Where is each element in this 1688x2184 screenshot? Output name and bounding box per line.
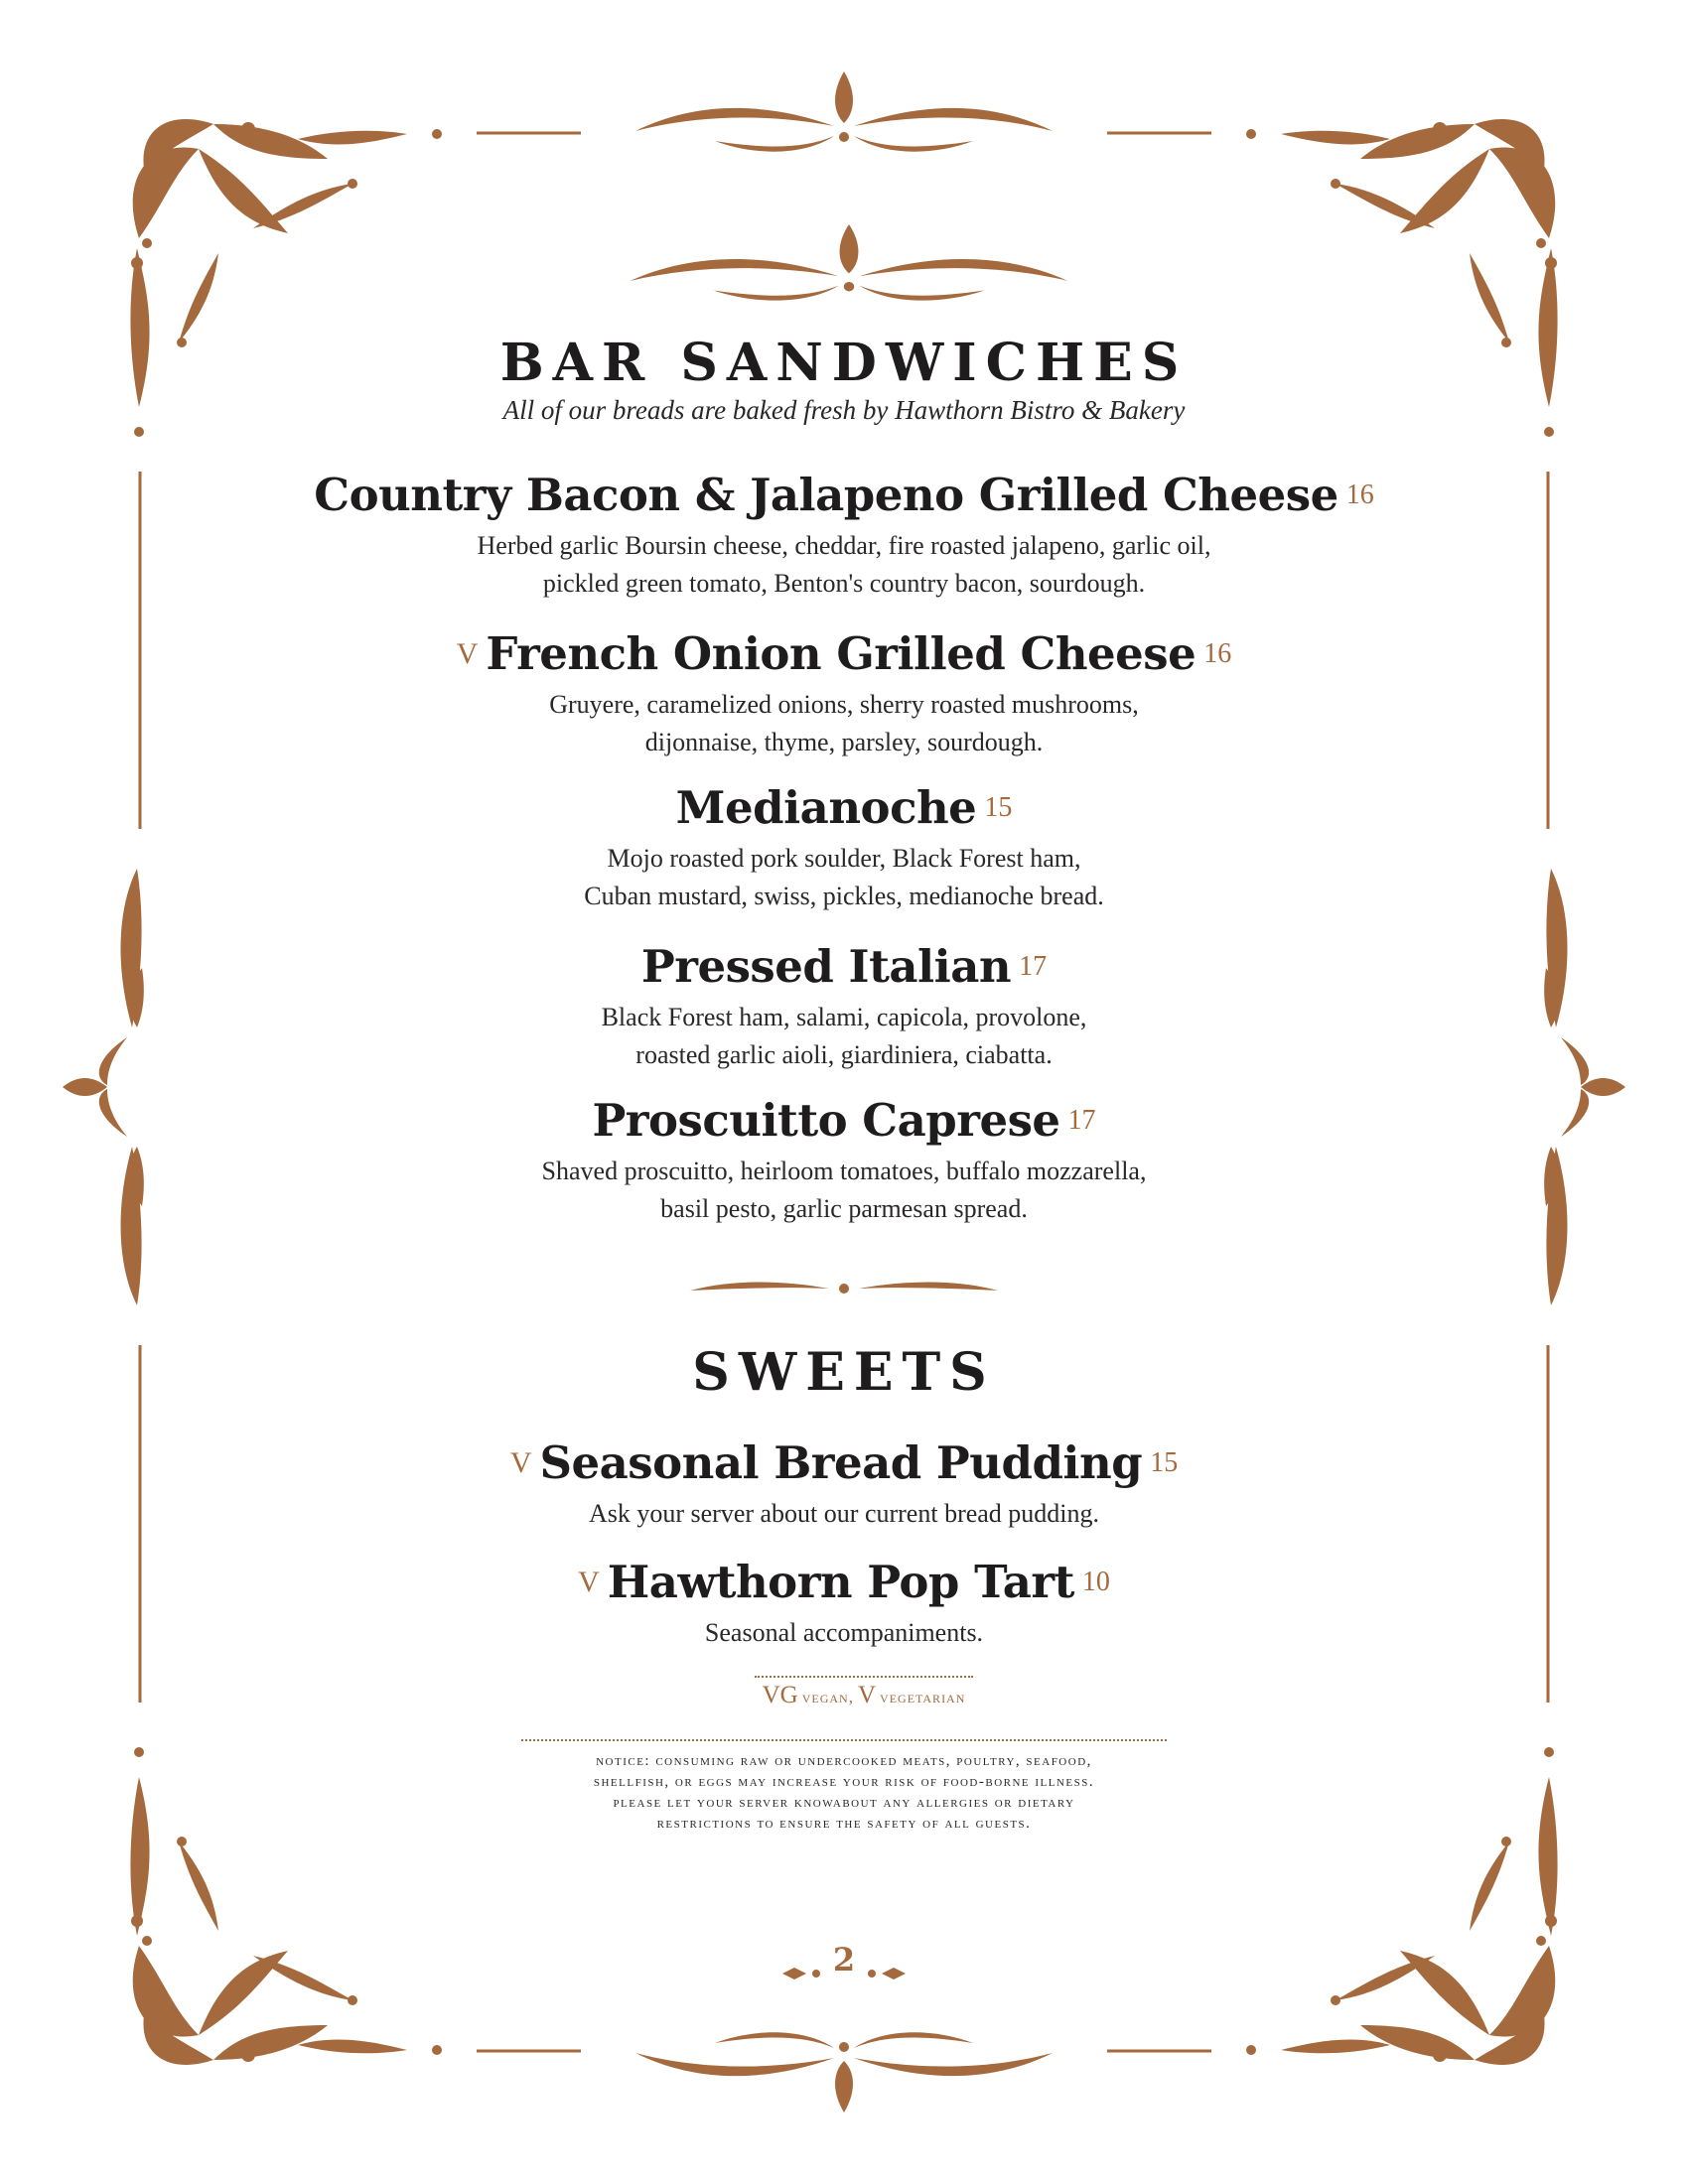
item-description-line: basil pesto, garlic parmesan spread. bbox=[660, 1194, 1028, 1223]
page-number: 2 bbox=[832, 1941, 856, 1979]
item-name: Medianoche bbox=[675, 781, 977, 834]
notice-line: restrictions to ensure the safety of all guests. bbox=[656, 1816, 1032, 1832]
item-description-line: Gruyere, caramelized onions, sherry roasted mushrooms, bbox=[549, 690, 1139, 719]
diet-legend bbox=[755, 1676, 973, 1709]
bottom-swag-ornament bbox=[635, 2032, 1053, 2113]
item-description-line: roasted garlic aioli, giardiniera, ciabatta. bbox=[635, 1040, 1053, 1069]
left-side-ornament bbox=[63, 869, 144, 1305]
item-description-line: pickled green tomato, Benton's country bacon, sourdough. bbox=[542, 569, 1146, 598]
menu-item bbox=[248, 627, 1440, 761]
item-description bbox=[248, 999, 1440, 1074]
menu-item bbox=[248, 940, 1440, 1074]
menu-item bbox=[248, 1436, 1440, 1533]
item-name: Seasonal Bread Pudding bbox=[539, 1436, 1143, 1489]
legend-vg-mark: VG bbox=[762, 1682, 798, 1708]
notice-line: shellfish, or eggs may increase your risk of food-borne illness. bbox=[593, 1774, 1095, 1790]
item-description bbox=[248, 1495, 1440, 1533]
corner-ornament-bottom-right bbox=[1246, 1747, 1558, 2065]
legend-v-mark: V bbox=[857, 1682, 877, 1708]
item-description-line: Ask your server about our current bread pudding. bbox=[588, 1499, 1100, 1528]
vegetarian-mark: V bbox=[456, 636, 479, 670]
section-title-sandwiches: BAR SANDWICHES bbox=[499, 333, 1189, 393]
headline-ornament bbox=[631, 224, 1068, 301]
item-description bbox=[248, 1153, 1440, 1228]
section-subtitle: All of our breads are baked fresh by Hawthorn Bistro & Bakery bbox=[502, 395, 1186, 425]
vegetarian-mark: V bbox=[578, 1565, 600, 1598]
item-description bbox=[248, 686, 1440, 761]
item-description-line: Black Forest ham, salami, capicola, provolone, bbox=[601, 1003, 1087, 1031]
item-name: Pressed Italian bbox=[640, 940, 1012, 993]
right-side-ornament bbox=[1544, 869, 1625, 1305]
item-name: Proscuitto Caprese bbox=[592, 1094, 1060, 1147]
item-description-line: Mojo roasted pork soulder, Black Forest ham, bbox=[607, 844, 1081, 873]
item-price: 16 bbox=[1203, 637, 1232, 669]
corner-ornament-bottom-left bbox=[130, 1747, 442, 2065]
food-safety-notice bbox=[521, 1739, 1167, 1835]
item-description-line: Herbed garlic Boursin cheese, cheddar, fire roasted jalapeno, garlic oil, bbox=[477, 531, 1211, 560]
menu-item bbox=[248, 781, 1440, 915]
top-swag-ornament bbox=[635, 71, 1053, 152]
legend-v-label: vegetarian bbox=[880, 1688, 966, 1706]
item-price: 17 bbox=[1019, 950, 1048, 982]
notice-line: notice: consuming raw or undercooked meats, poultry, seafood, bbox=[596, 1753, 1092, 1769]
menu-item bbox=[248, 1094, 1440, 1228]
item-name: Country Bacon & Jalapeno Grilled Cheese bbox=[314, 469, 1338, 521]
menu-item bbox=[248, 1556, 1440, 1652]
section-title-sweets: SWEETS bbox=[692, 1342, 996, 1403]
item-description-line: Seasonal accompaniments. bbox=[704, 1618, 984, 1647]
vegetarian-mark: V bbox=[509, 1445, 532, 1479]
item-price: 15 bbox=[984, 791, 1013, 823]
legend-vg-label: vegan, bbox=[801, 1688, 854, 1706]
notice-line: please let your server knowabout any allergies or dietary bbox=[613, 1795, 1075, 1811]
item-description-line: Shaved proscuitto, heirloom tomatoes, buffalo mozzarella, bbox=[541, 1157, 1147, 1185]
item-name: Hawthorn Pop Tart bbox=[607, 1556, 1074, 1608]
item-description bbox=[248, 840, 1440, 915]
item-price: 10 bbox=[1081, 1566, 1110, 1597]
item-description-line: dijonnaise, thyme, parsley, sourdough. bbox=[644, 728, 1044, 756]
item-price: 15 bbox=[1150, 1446, 1179, 1478]
item-description bbox=[248, 527, 1440, 603]
menu-item bbox=[248, 469, 1440, 603]
item-description bbox=[248, 1614, 1440, 1652]
item-name: French Onion Grilled Cheese bbox=[486, 627, 1196, 680]
item-price: 17 bbox=[1067, 1104, 1096, 1136]
item-description-line: Cuban mustard, swiss, pickles, medianoche bread. bbox=[584, 882, 1104, 910]
section-divider bbox=[690, 1283, 998, 1295]
item-price: 16 bbox=[1345, 478, 1374, 510]
